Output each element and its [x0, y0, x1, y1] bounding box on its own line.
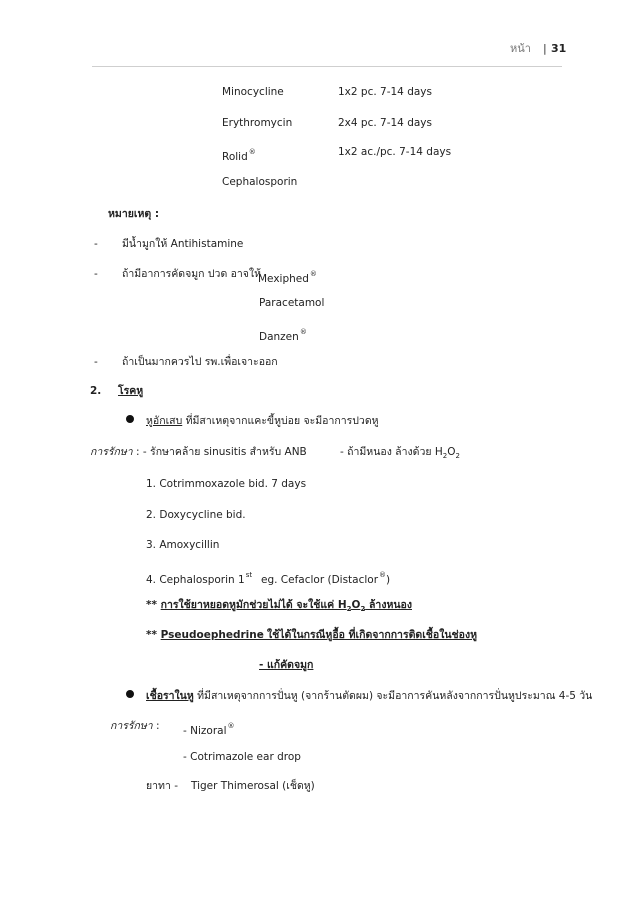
- warning-pseudoephedrine: [146, 628, 264, 642]
- ceph-text: 4. Cephalosporin 1: [146, 574, 245, 586]
- warn1-prefix: **: [146, 599, 161, 611]
- h2o2-o: O: [447, 446, 456, 458]
- note-item-hospital: ถ้าเป็นมากควรไป รพ.เพื่อเจาะออก: [122, 356, 278, 368]
- warn1-sub-1: 2: [346, 605, 352, 613]
- warn1-sub-2: 2: [360, 605, 366, 613]
- warn2-prefix: **: [146, 629, 161, 641]
- fungus-treatment: [110, 719, 160, 733]
- danzen-name: Danzen: [259, 331, 299, 343]
- otitis-list-item-4: [146, 568, 252, 587]
- note-item-antihistamine: มีน้ำมูกให้ Antihistamine: [122, 238, 244, 250]
- warn3-text: - แก้คัดจมูก: [259, 659, 314, 671]
- drug-name-erythromycin: Erythromycin: [222, 117, 293, 129]
- page-number: 31: [551, 42, 567, 55]
- warn2-drug: Pseudoephedrine: [160, 629, 264, 641]
- drug-name-minocycline: Minocycline: [222, 86, 284, 98]
- rolid-name: Rolid: [222, 151, 248, 163]
- otitis-list-item-2: 2. Doxycycline bid.: [146, 509, 246, 521]
- registered-mark: ®: [248, 148, 256, 156]
- fungus-line: [126, 689, 592, 703]
- drug-dose-minocycline: 1x2 pc. 7-14 days: [338, 86, 432, 98]
- warning-eardrops: [146, 598, 412, 616]
- header-rule: [92, 66, 562, 67]
- fungus-item-nizoral: [183, 719, 235, 738]
- drug-dose-rolid: 1x2 ac./pc. 7-14 days: [338, 146, 452, 158]
- otitis-list-item-3: 3. Amoxycillin: [146, 539, 220, 551]
- bullet-icon: [126, 415, 134, 423]
- page-label: หน้า: [510, 42, 531, 55]
- nizoral-text: - Nizoral: [183, 725, 227, 737]
- drug-name-rolid: [222, 145, 256, 164]
- page-separator: |: [543, 42, 547, 55]
- warn1-text: การใช้ยาหยอดหูมักช่วยไม่ได้ จะใช้แค่ H: [160, 599, 347, 611]
- otitis-line: [126, 414, 379, 428]
- registered-mark: ®: [379, 571, 387, 579]
- note-drug-paracetamol: Paracetamol: [259, 297, 325, 309]
- otitis-treatment: [90, 445, 307, 459]
- note-title: หมายเหตุ :: [108, 208, 160, 220]
- bullet-icon: [126, 690, 134, 698]
- drug-name-cephalosporin: Cephalosporin: [222, 176, 298, 188]
- warn2-text: - ใช้ได้ในกรณีหูอื้อ ที่เกิดจากการติดเชื้อในช่องหู: [259, 629, 478, 641]
- warn1-text-group: [161, 599, 412, 611]
- treatment-label: การรักษา: [90, 446, 133, 458]
- otitis-term: หูอักเสบ: [146, 415, 183, 427]
- note-dash-2: -: [94, 268, 98, 280]
- note-drug-mexiphed: [258, 267, 317, 286]
- otitis-desc: ที่มีสาเหตุจากแคะขี้หูบ่อย จะมีอาการปวดหู: [182, 415, 379, 427]
- warn1-o: O: [351, 599, 361, 611]
- drug-dose-erythromycin: 2x4 pc. 7-14 days: [338, 117, 432, 129]
- yatha-text: Tiger Thimerosal (เช็ดหู): [191, 780, 315, 792]
- registered-mark: ®: [227, 722, 235, 730]
- note-drug-danzen: [259, 325, 307, 344]
- otitis-list-item-1: 1. Cotrimmoxazole bid. 7 days: [146, 478, 307, 490]
- h2o2-sub-1: 2: [442, 452, 448, 460]
- warn1-suffix: ล้างหนอง: [365, 599, 412, 611]
- fungus-desc: ที่มีสาเหตุจากการปั่นหู (จากร้านตัดผม) จะมีอาการคันหลังจากการปั่นหูประมาณ 4-5 วัน: [193, 690, 593, 702]
- ceph-example: [261, 568, 390, 587]
- note-dash-3: -: [94, 356, 98, 368]
- fungus-term: เชื้อราในหู: [146, 690, 194, 702]
- ceph-eg: eg. Cefaclor (Distaclor: [261, 574, 379, 586]
- fungus-item-cotrimazole: - Cotrimazole ear drop: [183, 751, 301, 763]
- ceph-ordinal: st: [245, 571, 253, 579]
- registered-mark: ®: [299, 328, 307, 336]
- fungus-treatment-label: การรักษา: [110, 720, 153, 732]
- section-number: 2.: [90, 385, 102, 397]
- ceph-close: ): [386, 574, 391, 586]
- h2o2-prefix: - ถ้ามีหนอง ล้างด้วย H: [340, 446, 443, 458]
- fungus-treatment-colon: :: [152, 720, 160, 732]
- yatha-label: ยาทา -: [146, 780, 178, 792]
- treatment-text: : - รักษาคล้าย sinusitis สำหรับ ANB: [132, 446, 307, 458]
- h2o2-sub-2: 2: [455, 452, 460, 460]
- section-title: โรคหู: [118, 385, 144, 397]
- note-item-congestion: ถ้ามีอาการคัดจมูก ปวด อาจให้: [122, 268, 262, 280]
- note-dash-1: -: [94, 238, 98, 250]
- mexiphed-name: Mexiphed: [258, 273, 309, 285]
- registered-mark: ®: [309, 270, 317, 278]
- otitis-h2o2: [340, 445, 460, 463]
